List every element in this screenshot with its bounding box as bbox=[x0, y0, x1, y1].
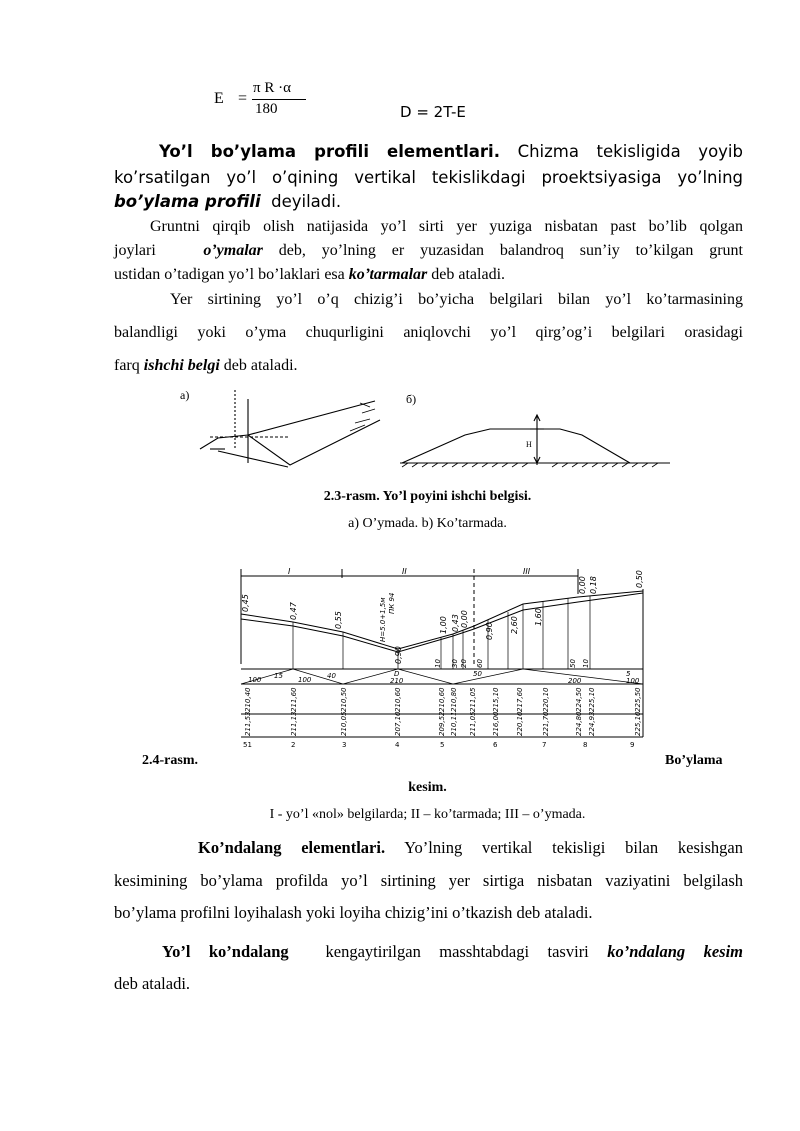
picket: 3 bbox=[342, 741, 347, 749]
term-kondalang-kesim: ko’ndalang kesim bbox=[607, 942, 744, 961]
grade-cell: 100 bbox=[298, 676, 312, 684]
para1-line1 bbox=[114, 142, 743, 161]
picket: 4 bbox=[395, 741, 400, 749]
elev-cell: 216,00 bbox=[492, 711, 500, 736]
formula bbox=[208, 82, 408, 122]
para5-line1: Yo’l ko’ndalang kengaytirilgan masshtabdagi tasviri ko’ndalang kesim bbox=[162, 942, 744, 961]
grade-cell: 100 bbox=[248, 676, 262, 684]
formula-second: D = 2T-E bbox=[400, 103, 466, 121]
grade-cell: 210 bbox=[390, 677, 404, 685]
elev-cell: 210,05 bbox=[340, 711, 348, 736]
elev-cell: 224,50 bbox=[575, 687, 583, 712]
fig24-caption-right: Bo’ylama bbox=[665, 753, 723, 768]
elev-cell: 210,60 bbox=[438, 687, 446, 712]
formula-eq: = bbox=[238, 90, 248, 107]
elev-cell: 207,10 bbox=[394, 711, 402, 736]
picket: 9 bbox=[630, 741, 635, 749]
section-label-1: I bbox=[288, 567, 291, 576]
elev-cell: 211,60 bbox=[290, 687, 298, 712]
para2-line2: joylari o’ymalar deb, yo’lning er yuzasidan balandroq sun’iy to’kilgan grunt bbox=[114, 242, 743, 259]
grade-cell: D bbox=[394, 670, 400, 678]
para4-lead: Ko’ndalang elementlari. bbox=[198, 838, 386, 857]
fig-label-a: a) bbox=[180, 388, 190, 402]
lower-number: 10 bbox=[582, 659, 590, 668]
fraction-bar bbox=[252, 99, 306, 100]
top-label: 0,45 bbox=[241, 594, 250, 612]
term-ishchi-belgi: ishchi belgi bbox=[143, 357, 220, 374]
elev-cell: 210,50 bbox=[340, 687, 348, 712]
para2-line1: Gruntni qirqib olish natijasida yo’l sirti yer yuziga nisbatan past bo’lib qolgan bbox=[150, 218, 743, 235]
top-label: 0,00 bbox=[578, 576, 587, 594]
grade-cell: 5 bbox=[626, 670, 631, 678]
elev-cell: 210,40 bbox=[244, 687, 252, 712]
para1-line3 bbox=[114, 192, 743, 211]
para5-line2: deb ataladi. bbox=[114, 974, 191, 993]
elev-cell: 210,11 bbox=[450, 711, 458, 736]
top-label: 0,43 bbox=[451, 614, 460, 632]
formula-numerator: π R ·α bbox=[253, 80, 291, 96]
term-kotarmalar: ko’tarmalar bbox=[348, 266, 428, 283]
top-label: 0,47 bbox=[289, 602, 298, 620]
elev-cell: 211,53 bbox=[244, 711, 252, 736]
elev-cell: 211,13 bbox=[290, 711, 298, 736]
top-label: 2,60 bbox=[510, 616, 519, 634]
grade-cell: 50 bbox=[473, 670, 482, 678]
top-label: 0,50 bbox=[635, 570, 644, 588]
section-label-2: II bbox=[402, 567, 407, 576]
grade-cell: 200 bbox=[568, 677, 582, 685]
fig-mark-h: H bbox=[526, 440, 532, 449]
formula-denominator: 180 bbox=[255, 101, 278, 117]
lower-number: 60 bbox=[476, 659, 484, 668]
elev-cell: 220,10 bbox=[516, 711, 524, 736]
elev-cell: 221,70 bbox=[542, 711, 550, 736]
figure-2-4 bbox=[238, 564, 650, 752]
term-oymalar: o’ymalar bbox=[203, 242, 263, 259]
para1-lead: Yo’l bo’ylama profili elementlari. bbox=[159, 142, 500, 161]
para3-line3: farq ishchi belgi deb ataladi. bbox=[114, 357, 298, 374]
top-label: 0,90 bbox=[394, 646, 403, 664]
picket: 6 bbox=[493, 741, 498, 749]
elev-cell: 217,60 bbox=[516, 687, 524, 712]
elev-cell: 210,80 bbox=[450, 687, 458, 712]
elev-cell: 225,10 bbox=[634, 711, 642, 736]
lower-number: 50 bbox=[569, 659, 577, 668]
picket: 5 bbox=[440, 741, 445, 749]
para4-line3: bo’ylama profilni loyihalash yoki loyiha chizig’ini o’tkazish deb ataladi. bbox=[114, 903, 593, 922]
figure-2-3 bbox=[170, 385, 680, 470]
elev-cell: 224,93 bbox=[588, 711, 596, 736]
lower-number: 10 bbox=[434, 659, 442, 668]
para3-line1: Yer sirtining yo’l o’q chizig’i bo’yicha belgilari bilan yo’l ko’tarmasining bbox=[170, 291, 743, 308]
elev-cell: 220,10 bbox=[542, 687, 550, 712]
top-label: 0,18 bbox=[589, 576, 598, 594]
fig24-subcaption: I - yo’l «nol» belgilarda; II – ko’tarmada; III – o’ymada. bbox=[269, 807, 586, 822]
top-label: ПК 94 bbox=[388, 592, 396, 614]
top-label: 0,90 bbox=[485, 622, 494, 640]
top-label: H=5.0+1,5м bbox=[379, 597, 387, 642]
picket: 8 bbox=[583, 741, 588, 749]
elev-cell: 211,05 bbox=[469, 687, 477, 712]
grade-cell: 100 bbox=[626, 677, 640, 685]
picket: 2 bbox=[291, 741, 296, 749]
para5-lead: Yo’l ko’ndalang bbox=[162, 942, 289, 961]
elev-cell: 224,80 bbox=[575, 711, 583, 736]
para1-rest: Chizma tekisligida yoyib bbox=[517, 142, 743, 161]
top-label: 1,60 bbox=[534, 608, 543, 626]
para4-line1: Ko’ndalang elementlari. Yo’lning vertikal tekisligi bilan kesishgan bbox=[198, 838, 743, 857]
fig-label-b: б) bbox=[406, 392, 417, 406]
formula-lhs: E bbox=[214, 90, 224, 107]
elev-cell: 210,60 bbox=[394, 687, 402, 712]
para1-tail: deyiladi. bbox=[271, 192, 342, 211]
fig23-caption: 2.3-rasm. Yo’l poyini ishchi belgisi. bbox=[323, 489, 532, 504]
section-label-3: III bbox=[523, 567, 531, 576]
top-label: 0,55 bbox=[334, 611, 343, 629]
picket: 7 bbox=[542, 741, 547, 749]
grade-cell: 15 bbox=[274, 672, 283, 680]
elev-cell: 225,10 bbox=[588, 687, 596, 712]
lower-number: 30 bbox=[451, 659, 459, 668]
fig23-subcaption: a) O’ymada. b) Ko’tarmada. bbox=[348, 516, 507, 531]
para3-line2: balandligi yoki o’yma chuqurligini aniqlovchi yo’l qirg’og’i belgilari orasidagi bbox=[114, 324, 743, 341]
top-label: 1,00 bbox=[439, 616, 448, 634]
fig24-caption-center: kesim. bbox=[408, 780, 447, 795]
para4-line2: kesimining bo’ylama profilda yo’l sirtining yer sirtiga nisbatan vaziyatini belgilash bbox=[114, 871, 743, 890]
para2-line3: ustidan o’tadigan yo’l bo’laklari esa ko’tarmalar deb ataladi. bbox=[114, 266, 506, 283]
para1-term: bo’ylama profili bbox=[114, 192, 261, 211]
top-label: 0,00 bbox=[460, 610, 469, 628]
lower-number: 20 bbox=[460, 659, 468, 668]
elev-cell: 225,50 bbox=[634, 687, 642, 712]
fig24-caption-left: 2.4-rasm. bbox=[142, 753, 198, 768]
grade-cell: 40 bbox=[327, 672, 336, 680]
elev-cell: 215,10 bbox=[492, 687, 500, 712]
elev-cell: 211,05 bbox=[469, 711, 477, 736]
elev-cell: 209,52 bbox=[438, 711, 446, 736]
para1-line2: ko’rsatilgan yo’l o’qining vertikal tekislikdagi proektsiyasiga yo’lning bbox=[114, 168, 743, 187]
picket: 51 bbox=[243, 741, 252, 749]
